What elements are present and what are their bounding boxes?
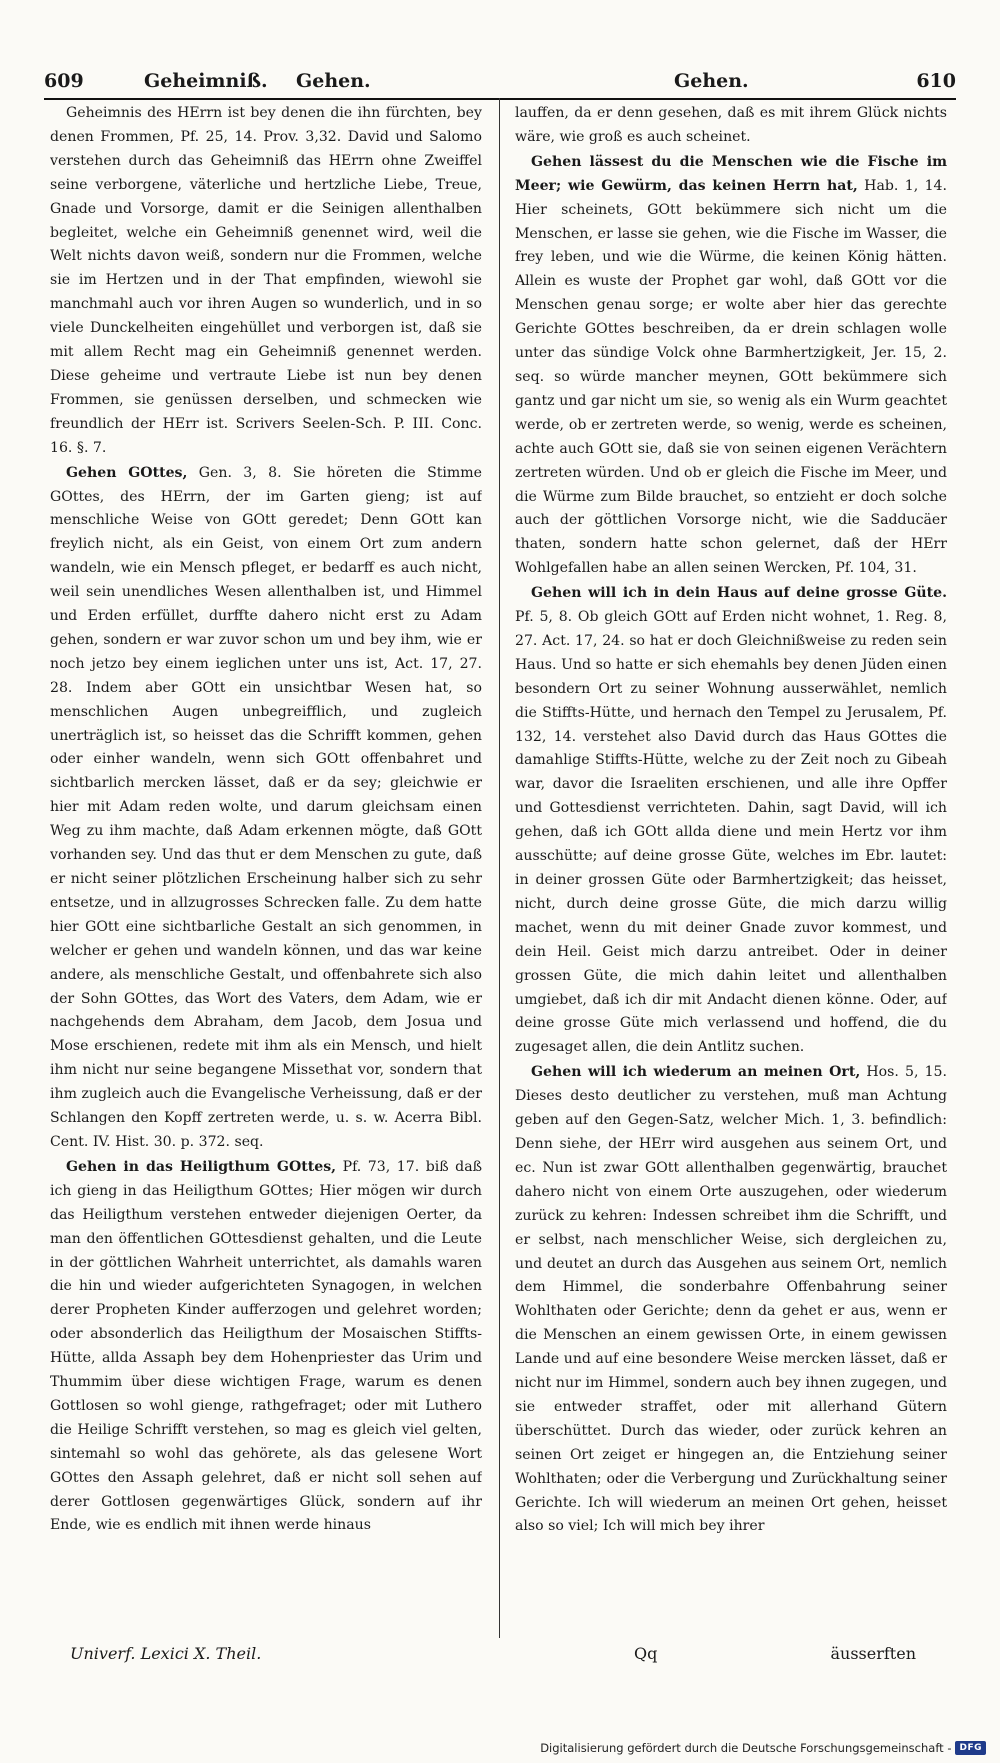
entry-keyword: Gehen in das Heiligthum GOttes, — [66, 1158, 337, 1175]
entry-paragraph: Geheimnis des HErrn ist bey denen die ihn fürchten, bey denen Frommen, Pf. 25, 14. Prov. 3,32. David und Salomo verstehen durch das Geheimniß das HErrn ohne Zweiffel seine verborgene, väterliche und hertzliche Liebe, Treue, Gnade und Vorsorge, damit er die Seinigen allenthalben begleitet, welche ein Geheimniß genennet wird, weil die Welt nichts davon weiß, sondern nur die Frommen, welche sie im Hertzen und in der That empfinden, wiewohl sie manchmahl auch vor ihren Augen so wunderlich, und in so viele Dunckelheiten eingehüllet und verborgen ist, daß sie mit allem Recht mag ein Geheimniß genennet werden. Diese geheime und vertraute Liebe ist nun bey denen Frommen, sie genüssen derselben, und schmecken wie freundlich der HErr ist. Scrivers Seelen-Sch. P. III. Conc. 16. §. 7. — [50, 105, 482, 456]
entry-paragraph: Gehen will ich in dein Haus auf deine grosse Güte. Pf. 5, 8. Ob gleich GOtt auf Erden nicht wohnet, 1. Reg. 8, 27. Act. 17, 24. so hat er doch Gleichnißweise zu reden sein Haus. Und so hatte er sich ehemahls bey denen Jüden einen besondern Ort zu seiner Wohnung ausserwählet, nemlich die Stiffts-Hütte, und hernach den Tempel zu Jerusalem, Pf. 132, 14. verstehet also David durch das Haus GOttes die damahlige Stiffts-Hütte, welche zu der Zeit noch zu Gibeah war, davor die Israeliten erschienen, und alle ihre Opffer und Gottesdienst verrichteten. Dahin, sagt David, will ich gehen, daß ich GOtt allda diene und mein Hertz vor ihm ausschütte; auf deine grosse Güte, welches im Ebr. lautet: in deiner grossen Güte oder Barmhertzigkeit; das heisset, nicht, durch deine grosse Güte, die mich darzu willig machet, wenn du mit deiner Gnade zuvor kommest, und dein Heil. Geist mich darzu antreibet. Oder in deiner grossen Güte, die mich dahin leitet und allenthalben umgiebet, daß ich dir mit Andacht dienen könne. Oder, auf deine grosse Güte mich verlassend und hoffend, die du zugesaget allen, die dein Antlitz suchen. — [515, 585, 947, 1056]
digitization-credit — [540, 1741, 986, 1755]
running-title-left-2: Gehen. — [296, 70, 371, 92]
column-divider — [499, 98, 500, 1638]
entry-keyword: Gehen will ich in dein Haus auf deine grosse Güte. — [531, 585, 947, 602]
right-column — [515, 102, 947, 1632]
running-title-left: Geheimniß. — [144, 70, 268, 92]
credit-text: Digitalisierung gefördert durch die Deutsche Forschungsgemeinschaft - — [540, 1741, 952, 1755]
dfg-logo-icon: DFG — [955, 1741, 986, 1755]
entry-keyword: Gehen GOttes, — [66, 464, 188, 481]
signature-mark: Univerf. Lexici X. Theil. — [70, 1644, 262, 1663]
running-title-right: Gehen. — [674, 70, 749, 92]
entry-paragraph: Gehen will ich wiederum an meinen Ort, Hos. 5, 15. Dieses desto deutlicher zu verstehen, muß man Achtung geben auf den Gegen-Satz, welcher Mich. 1, 3. befindlich: Denn siehe, der HErr wird ausgehen aus seinem Ort, und ec. Nun ist zwar GOtt allenthalben gegenwärtig, brauchet dahero nicht von einem Orte auszugehen, oder wiederum zurück zu kehren: Indessen schreibet ihm die Schrifft, und er selbst, nach menschlicher Weise, sich dergleichen zu, und deutet an durch das Ausgehen aus seinem Ort, nemlich dem Himmel, die sonderbahre Offenbahrung seiner Wohlthaten oder Gerichte; denn da gehet er aus, wenn er die Menschen an einem gewissen Orte, in einem gewissen Lande und auf eine besondere Weise mercken lässet, daß er nicht nur im Himmel, sondern auch bey ihnen zugegen, und sie entweder straffet, oder mit allerhand Gütern überschüttet. Durch das wieder, oder zurück kehren an seinen Ort zeiget er hingegen an, die Entziehung seiner Wohlthaten; oder die Verbergung und Zurückhaltung seiner Gerichte. Ich will wiederum an meinen Ort gehen, heisset also so viel; Ich will mich bey ihrer — [515, 1064, 947, 1535]
sheet-mark: Qq — [634, 1644, 658, 1663]
page-number-right: 610 — [916, 70, 956, 92]
entry-paragraph: Gehen GOttes, Gen. 3, 8. Sie höreten die Stimme GOttes, des HErrn, der im Garten gieng; ist auf menschliche Weise von GOtt geredet; Denn GOtt kan freylich nicht, als ein Geist, von einem Ort zum andern wandeln, wie ein Mensch pfleget, er bedarff es auch nicht, weil sein unendliches Wesen allenthalben ist, und Himmel und Erden erfüllet, durffte dahero nicht erst zu Adam gehen, sondern er war zuvor schon um und bey ihm, wie er noch jetzo bey einem ieglichen unter uns ist, Act. 17, 27. 28. Indem aber GOtt ein unsichtbar Wesen hat, so menschlichen Augen unbegreifflich, und zugleich unerträglich ist, so heisset das die Schrifft kommen, gehen oder einher wandeln, wenn sich GOtt offenbahret und sichtbarlich mercken lässet, daß er da sey; gleichwie er hier mit Adam reden wolte, und darum gleichsam einen Weg zu ihm machte, daß Adam erkennen mögte, daß GOtt vorhanden sey. Und das thut er dem Menschen zu gute, daß er nicht seiner plötzlichen Erscheinung halber sich zu sehr entsetze, und in allzugrosses Schrecken falle. Zu dem hatte hier GOtt eine sichtbarliche Gestalt an sich genommen, in welcher er gehen und wandeln können, und das war keine andere, als menschliche Gestalt, und offenbahrete sich also der Sohn GOttes, das Wort des Vaters, dem Adam, wie er nachgehends dem Abraham, dem Jacob, dem Josua und Mose erschienen, redete mit ihm als ein Mensch, und hielt ihm nicht nur seine begangene Missethat vor, sondern that ihm zugleich auch die Evangelische Verheissung, daß er der Schlangen den Kopff zertreten werde, u. s. w. Acerra Bibl. Cent. IV. Hist. 30. p. 372. seq. — [50, 464, 482, 1150]
entry-paragraph: lauffen, da er denn gesehen, daß es mit ihrem Glück nichts wäre, wie groß es auch scheinet. — [515, 105, 947, 145]
page-footer — [44, 1644, 956, 1672]
running-header — [44, 58, 956, 100]
entry-keyword: Gehen lässest du die Menschen wie die Fische im Meer; wie Gewürm, das keinen Herrn hat, — [515, 153, 947, 194]
page-number-left: 609 — [44, 70, 84, 92]
entry-keyword: Gehen will ich wiederum an meinen Ort, — [531, 1064, 861, 1081]
entry-paragraph: Gehen in das Heiligthum GOttes, Pf. 73, 17. biß daß ich gieng in das Heiligthum GOttes; Hier mögen wir durch das Heiligthum verstehen entweder diejenigen Oerter, da man den öffentlichen GOttesdienst gehalten, und die Leute in der göttlichen Wahrheit unterrichtet, als damahls waren die hin und wieder aufgerichteten Synagogen, in welchen derer Propheten Kinder aufferzogen und gelehret worden; oder absonderlich das Heiligthum der Mosaischen Stiffts-Hütte, allda Assaph bey dem Hohenpriester das Urim und Thummim über diese wichtigen Frage, warum es denen Gottlosen so wohl gienge, rathgefraget; oder mit Luthero die Heilige Schrifft verstehen, so mag es gleich viel gelten, sintemahl so wohl das gehörete, als das gelesene Wort GOttes den Assaph gelehret, daß er nicht soll sehen auf derer Gottlosen gegenwärtiges Glück, sondern auf ihr Ende, wie es endlich mit ihnen werde hinaus — [50, 1158, 482, 1534]
entry-paragraph: Gehen lässest du die Menschen wie die Fische im Meer; wie Gewürm, das keinen Herrn hat, Hab. 1, 14. Hier scheinets, GOtt bekümmere sich nicht um die Menschen, er lasse sie gehen, wie die Fische im Wasser, die frey leben, und wie die Würme, die keinen König hätten. Allein es wuste der Prophet gar wohl, daß GOtt vor die Menschen genau sorge; er wolte aber hier das gerechte Gerichte GOttes beschreiben, da er drein schlagen wolle unter das sündige Volck ohne Barmhertzigkeit, Jer. 15, 2. seq. so würde mancher meynen, GOtt bekümmere sich gantz und gar nicht um sie, so wenig als ein Wurm geachtet werde, ob er zertreten werde, so wenig, werde es scheinen, achte auch GOtt sie, daß sie von seinen eigenen Verächtern zertreten würden. Und ob er gleich die Fische im Meer, und die Würme zum Bilde brauchet, so entzieht er doch solche auch der göttlichen Vorsorge nicht, wie die Sadducäer thaten, sondern hatte schon gelernet, daß der HErr Wohlgefallen habe an allen seinen Wercken, Pf. 104, 31. — [515, 153, 947, 577]
left-column — [50, 102, 482, 1632]
catchword: äusserften — [830, 1644, 916, 1663]
